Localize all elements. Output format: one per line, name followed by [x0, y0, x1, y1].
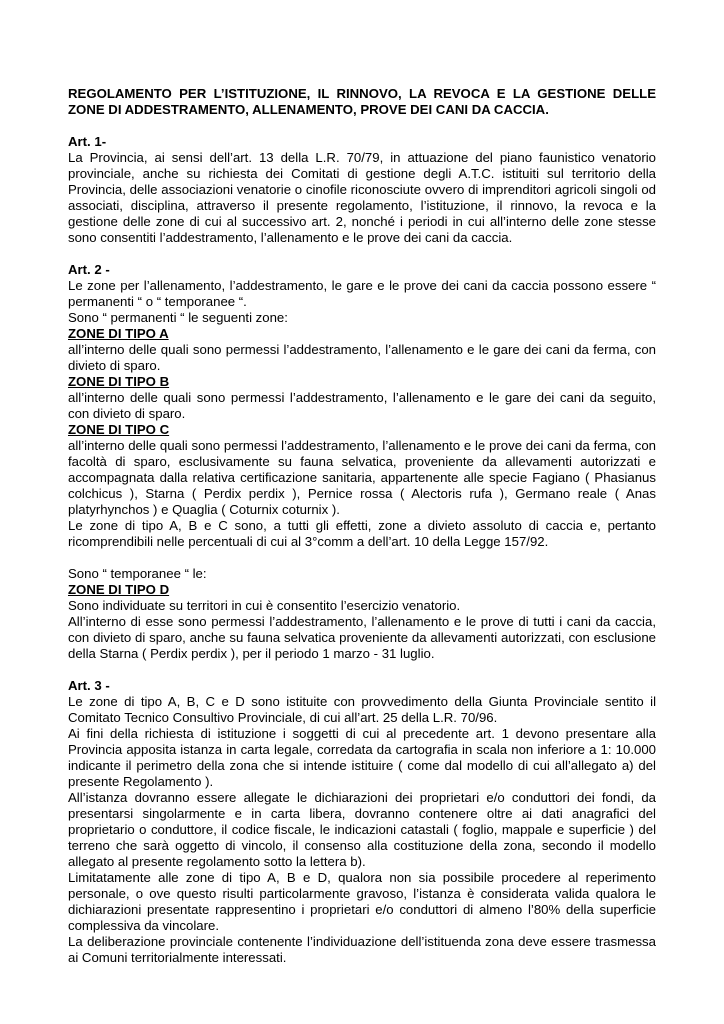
zone-b-text: all’interno delle quali sono permessi l’addestramento, l’allenamento e le gare dei cani da seguito, con divieto di sparo.: [68, 390, 656, 421]
article-3-paragraph-5: La deliberazione provinciale contenente l’individuazione dell’istituenda zona deve essere trasmessa ai Comuni territorialmente interessati.: [68, 934, 656, 965]
document-page: [68, 86, 656, 982]
zone-c-heading: ZONE DI TIPO C: [68, 422, 170, 437]
article-2: [68, 262, 656, 662]
zone-d-text-1: Sono individuate su territori in cui è consentito l’esercizio venatorio.: [68, 598, 461, 613]
zone-d-text-2: All’interno di esse sono permessi l’addestramento, l’allenamento e le prove di tutti i cani da caccia, con divieto di sparo, anche su fauna selvatica proveniente da allevamenti autorizzati, con esclusione della Starna ( Perdix perdix ), per il periodo 1 marzo - 31 luglio.: [68, 614, 656, 661]
zone-a-heading: ZONE DI TIPO A: [68, 326, 169, 341]
zone-a-text: all’interno delle quali sono permessi l’addestramento, l’allenamento e le gare dei cani da ferma, con divieto di sparo.: [68, 342, 656, 373]
zones-abc-note: Le zone di tipo A, B e C sono, a tutti gli effetti, zone a divieto assoluto di caccia e, pertanto ricomprendibili nelle percentuali di cui al 3°comm a dell’art. 10 della Legge 157/92.: [68, 518, 656, 549]
temporary-zones-intro: Sono “ temporanee “ le:: [68, 566, 207, 581]
zone-b-heading: ZONE DI TIPO B: [68, 374, 170, 389]
permanent-zones-intro: Sono “ permanenti “ le seguenti zone:: [68, 310, 288, 325]
article-1: [68, 134, 656, 246]
article-2-heading: Art. 2 -: [68, 262, 110, 277]
article-1-heading: Art. 1-: [68, 134, 107, 149]
article-3-paragraph-4: Limitatamente alle zone di tipo A, B e D, qualora non sia possibile procedere al reperimento personale, o ove questo risulti particolarmente gravoso, l’istanza è considerata valida qualora le dichiarazioni presentate rappresentino i proprietari e/o conduttori di almeno l’80% della superficie complessiva da vincolare.: [68, 870, 656, 933]
article-2-intro: Le zone per l’allenamento, l’addestramento, le gare e le prove dei cani da caccia possono essere “ permanenti “ o “ temporanee “.: [68, 278, 656, 309]
document-title: REGOLAMENTO PER L’ISTITUZIONE, IL RINNOVO, LA REVOCA E LA GESTIONE DELLE ZONE DI ADDESTRAMENTO, ALLENAMENTO, PROVE DEI CANI DA CACCIA.: [68, 86, 656, 117]
zone-c-text: all’interno delle quali sono permessi l’addestramento, l’allenamento e le prove dei cani da ferma, con facoltà di sparo, esclusivamente su fauna selvatica, proveniente da allevamenti autorizzati e accompagnata dalla relativa certificazione sanitaria, appartenente alle specie Fagiano ( Phasianus colchicus ), Starna ( Perdix perdix ), Pernice rossa ( Alectoris rufa ), Germano reale ( Anas platyrhynchos ) e Quaglia ( Coturnix coturnix ).: [68, 438, 656, 517]
article-3-paragraph-3: All’istanza dovranno essere allegate le dichiarazioni dei proprietari e/o conduttori dei fondi, da presentarsi singolarmente e in carta libera, dovranno contenere oltre ai dati anagrafici del proprietario o conduttore, il codice fiscale, le indicazioni catastali ( foglio, mappale e superficie ) del terreno che sarà oggetto di vincolo, il consenso alla costituzione della zona, secondo il modello allegato al presente regolamento sotto la lettera b).: [68, 790, 656, 869]
article-3-paragraph-2: Ai fini della richiesta di istituzione i soggetti di cui al precedente art. 1 devono presentare alla Provincia apposita istanza in carta legale, corredata da cartografia in scala non inferiore a 1: 10.000 indicante il perimetro della zona che si intende istituire ( come dal modello di cui all’allegato a) del presente Regolamento ).: [68, 726, 656, 789]
zone-d-heading: ZONE DI TIPO D: [68, 582, 170, 597]
article-1-text: La Provincia, ai sensi dell’art. 13 della L.R. 70/79, in attuazione del piano faunistico venatorio provinciale, anche su richiesta dei Comitati di gestione degli A.T.C. istituiti sul territorio della Provincia, delle associazioni venatorie o cinofile riconosciute ovvero di imprenditori agricoli singoli od associati, disciplina, attraverso il presente regolamento, l’istituzione, il rinnovo, la revoca e la gestione delle zone di cui al successivo art. 2, nonché i periodi in cui all’interno delle zone stesse sono consentiti l’addestramento, l’allenamento e le prove dei cani da caccia.: [68, 150, 656, 245]
spacer: [68, 550, 656, 566]
article-3-paragraph-1: Le zone di tipo A, B, C e D sono istituite con provvedimento della Giunta Provinciale sentito il Comitato Tecnico Consultivo Provinciale, di cui all’art. 25 della L.R. 70/96.: [68, 694, 656, 725]
article-3-heading: Art. 3 -: [68, 678, 110, 693]
article-3: [68, 678, 656, 966]
